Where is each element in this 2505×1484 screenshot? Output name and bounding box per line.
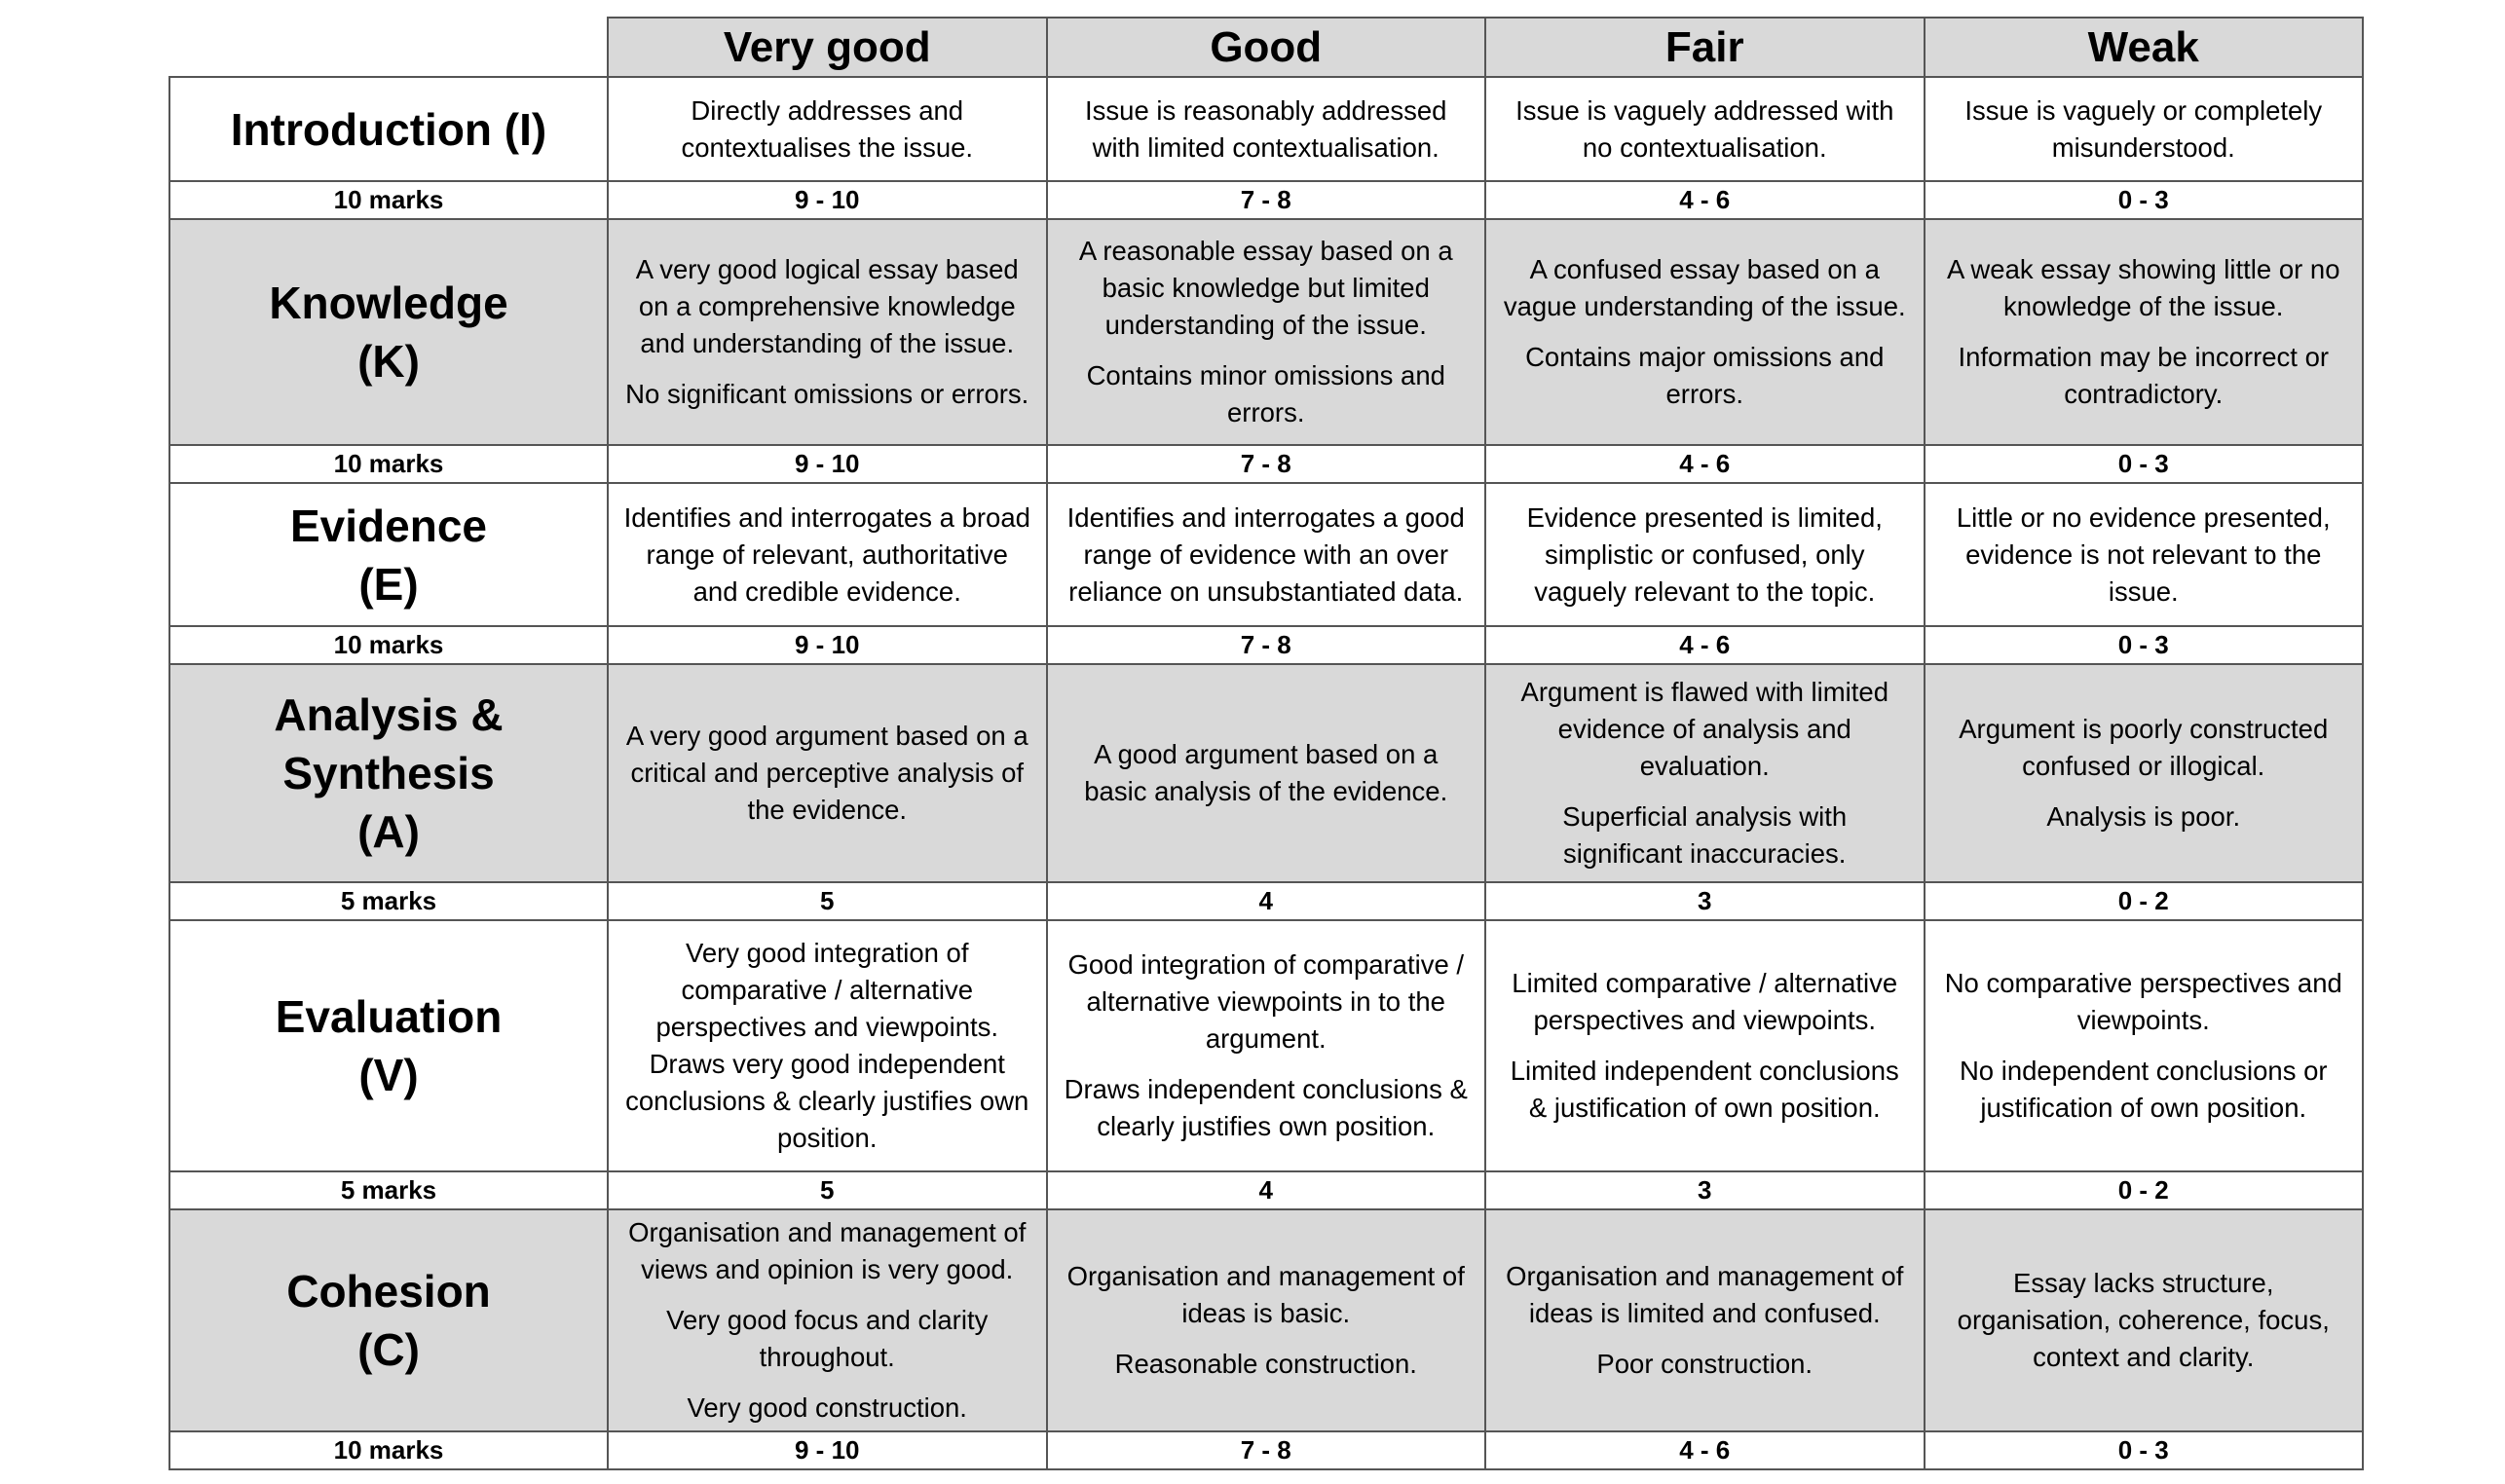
descriptor-text: A reasonable essay based on a basic knowledge but limited understanding of the issue. [1078,236,1453,340]
descriptor-text: Issue is reasonably addressed with limited contextualisation. [1085,94,1447,163]
descriptor-text: Argument is flawed with limited evidence of analysis and evaluation. [1520,677,1888,781]
descriptor-cohesion-good [1047,1209,1486,1431]
mark-range-very-good: 9 - 10 [608,626,1047,664]
mark-range-good: 7 - 8 [1047,445,1486,483]
descriptor-introduction-i-fair [1485,77,1925,181]
descriptor-analysis-very-good [608,664,1047,882]
mark-range-weak: 0 - 3 [1925,1431,2364,1469]
criterion-name-line: Knowledge [269,278,508,328]
descriptor-text: A good argument based on a basic analysis of the evidence. [1084,739,1448,806]
mark-range-good: 7 - 8 [1047,181,1486,219]
marks-total: 5 marks [169,882,608,920]
mark-range-weak: 0 - 3 [1925,181,2364,219]
mark-range-fair: 4 - 6 [1485,626,1925,664]
marks-total: 10 marks [169,1431,608,1469]
level-header-weak: Weak [1925,18,2364,77]
marks-row-cohesion [169,1431,2363,1469]
descriptor-text: Issue is vaguely addressed with no contextualisation. [1515,94,1894,163]
mark-range-fair: 3 [1485,1171,1925,1209]
mark-range-good: 4 [1047,882,1486,920]
descriptor-text: Very good focus and clarity throughout. [666,1305,989,1372]
marks-row-evaluation [169,1171,2363,1209]
descriptor-evaluation-very-good [608,920,1047,1171]
descriptor-text: Superficial analysis with significant inaccuracies. [1562,801,1848,869]
marks-row-knowledge [169,445,2363,483]
criterion-row-analysis [169,664,2363,882]
criterion-name-line: (E) [358,558,419,610]
criterion-name-line: Analysis & [274,689,504,740]
criterion-name-line: Synthesis [282,748,495,798]
descriptor-knowledge-fair [1485,219,1925,445]
level-header-good: Good [1047,18,1486,77]
descriptor-text: Very good integration of comparative / alternative perspectives and viewpoints. Draws very good independent conclusions & clearly justifies own position. [625,938,1029,1153]
descriptor-text: Argument is poorly constructed confused or illogical. [1959,714,2329,781]
mark-range-very-good: 5 [608,882,1047,920]
descriptor-text: A very good argument based on a critical and perceptive analysis of the evidence. [625,721,1028,825]
descriptor-evaluation-good [1047,920,1486,1171]
descriptor-text: A weak essay showing little or no knowledge of the issue. [1946,254,2340,321]
marks-total: 10 marks [169,626,608,664]
mark-range-weak: 0 - 3 [1925,445,2364,483]
descriptor-text: Contains major omissions and errors. [1525,342,1885,409]
descriptor-evidence-good [1047,483,1486,626]
marking-rubric-table [168,17,2364,1470]
marks-total: 10 marks [169,181,608,219]
descriptor-analysis-good [1047,664,1486,882]
descriptor-cohesion-fair [1485,1209,1925,1431]
criterion-name-line: Evaluation [275,991,503,1042]
descriptor-text: No comparative perspectives and viewpoints. [1944,968,2342,1035]
descriptor-evidence-weak [1925,483,2364,626]
mark-range-very-good: 9 - 10 [608,445,1047,483]
descriptor-text: Analysis is poor. [2046,801,2241,832]
level-header-fair: Fair [1485,18,1925,77]
descriptor-text: Essay lacks structure, organisation, coherence, focus, context and clarity. [1957,1268,2330,1372]
descriptor-evidence-fair [1485,483,1925,626]
corner-cell [169,18,608,77]
descriptor-text: Organisation and management of views and opinion is very good. [628,1217,1027,1284]
descriptor-analysis-weak [1925,664,2364,882]
descriptor-text: Very good construction. [687,1392,967,1423]
descriptor-text: A very good logical essay based on a comprehensive knowledge and understanding of the issue. [635,254,1019,358]
criterion-name-line: Cohesion [286,1266,491,1317]
descriptor-text: Limited comparative / alternative perspectives and viewpoints. [1512,968,1898,1035]
descriptor-introduction-i-good [1047,77,1486,181]
criterion-row-evidence [169,483,2363,626]
criterion-name-cohesion [169,1209,608,1431]
level-header-row [169,18,2363,77]
mark-range-fair: 4 - 6 [1485,181,1925,219]
marks-total: 10 marks [169,445,608,483]
descriptor-cohesion-weak [1925,1209,2364,1431]
criterion-name-knowledge [169,219,608,445]
descriptor-text: No independent conclusions or justification of own position. [1959,1056,2328,1123]
descriptor-text: Organisation and management of ideas is basic. [1066,1261,1465,1328]
descriptor-text: Little or no evidence presented, evidence is not relevant to the issue. [1956,501,2331,607]
criterion-row-evaluation [169,920,2363,1171]
descriptor-analysis-fair [1485,664,1925,882]
descriptor-text: No significant omissions or errors. [625,379,1029,409]
descriptor-text: Good integration of comparative / alternative viewpoints in to the argument. [1067,949,1465,1054]
marks-total: 5 marks [169,1171,608,1209]
descriptor-text: Identifies and interrogates a good range of evidence with an over reliance on unsubstantiated data. [1066,501,1465,607]
criterion-row-introduction-i [169,77,2363,181]
descriptor-evaluation-fair [1485,920,1925,1171]
criterion-name-line: (K) [357,336,420,387]
descriptor-knowledge-weak [1925,219,2364,445]
mark-range-very-good: 5 [608,1171,1047,1209]
mark-range-fair: 4 - 6 [1485,445,1925,483]
marks-row-evidence [169,626,2363,664]
mark-range-good: 4 [1047,1171,1486,1209]
mark-range-good: 7 - 8 [1047,626,1486,664]
criterion-name-line: (V) [358,1050,419,1100]
criterion-row-knowledge [169,219,2363,445]
descriptor-text: Contains minor omissions and errors. [1086,360,1445,427]
descriptor-cohesion-very-good [608,1209,1047,1431]
criterion-name-line: Introduction (I) [230,103,547,155]
descriptor-text: Reasonable construction. [1114,1349,1417,1379]
criterion-name-analysis [169,664,608,882]
mark-range-good: 7 - 8 [1047,1431,1486,1469]
mark-range-weak: 0 - 3 [1925,626,2364,664]
marks-row-analysis [169,882,2363,920]
criterion-name-line: (A) [357,806,420,857]
descriptor-knowledge-good [1047,219,1486,445]
mark-range-very-good: 9 - 10 [608,181,1047,219]
mark-range-weak: 0 - 2 [1925,1171,2364,1209]
descriptor-introduction-i-very-good [608,77,1047,181]
criterion-name-line: (C) [357,1324,420,1375]
descriptor-knowledge-very-good [608,219,1047,445]
rubric-body [169,77,2363,1469]
level-header-very-good: Very good [608,18,1047,77]
criterion-name-introduction-i [169,77,608,181]
descriptor-text: Poor construction. [1596,1349,1813,1379]
descriptor-text: Identifies and interrogates a broad range of relevant, authoritative and credible evidence. [623,501,1030,607]
descriptor-text: A confused essay based on a vague understanding of the issue. [1503,254,1906,321]
descriptor-text: Information may be incorrect or contradictory. [1958,342,2330,409]
descriptor-evidence-very-good [608,483,1047,626]
descriptor-text: Limited independent conclusions & justification of own position. [1510,1056,1899,1123]
mark-range-fair: 3 [1485,882,1925,920]
mark-range-very-good: 9 - 10 [608,1431,1047,1469]
criterion-name-line: Evidence [290,500,487,551]
descriptor-text: Issue is vaguely or completely misunderstood. [1964,94,2323,163]
criterion-name-evidence [169,483,608,626]
descriptor-text: Organisation and management of ideas is limited and confused. [1506,1261,1904,1328]
descriptor-text: Directly addresses and contextualises the issue. [681,94,974,163]
mark-range-fair: 4 - 6 [1485,1431,1925,1469]
criterion-row-cohesion [169,1209,2363,1431]
descriptor-text: Draws independent conclusions & clearly justifies own position. [1064,1074,1468,1141]
descriptor-evaluation-weak [1925,920,2364,1171]
descriptor-text: Evidence presented is limited, simplistic or confused, only vaguely relevant to the topic. [1526,501,1883,607]
criterion-name-evaluation [169,920,608,1171]
descriptor-introduction-i-weak [1925,77,2364,181]
marks-row-introduction-i [169,181,2363,219]
mark-range-weak: 0 - 2 [1925,882,2364,920]
